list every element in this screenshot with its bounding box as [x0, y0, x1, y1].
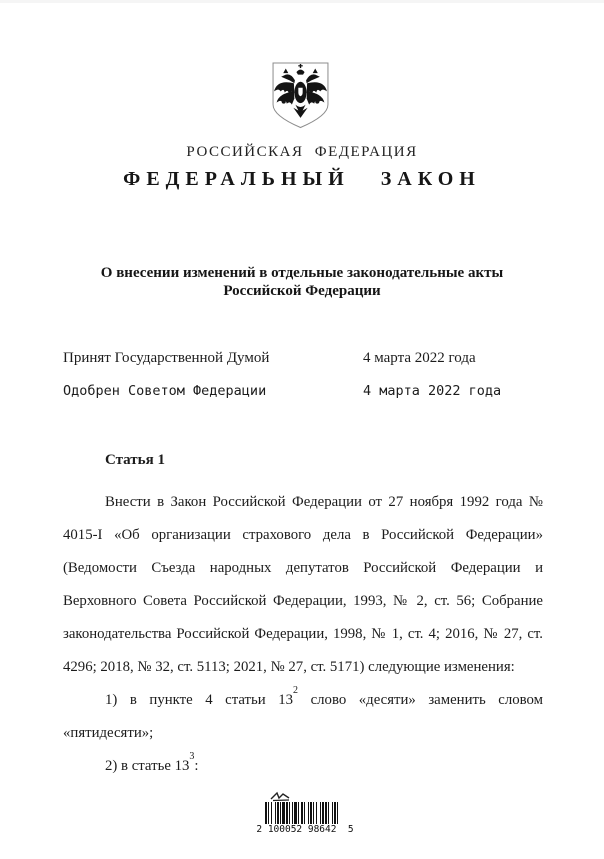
- superscript-3: 3: [189, 751, 195, 763]
- adoption-date-duma: 4 марта 2022 года: [363, 350, 476, 366]
- adoption-block: [63, 342, 541, 408]
- list-item-1-text-cont: слово «десяти» заменить словом «пятидесяти»;: [63, 692, 543, 741]
- adoption-date-council: 4 марта 2022 года: [363, 383, 502, 399]
- stamp-mark-icon: [269, 791, 293, 802]
- list-item-1: [63, 684, 543, 750]
- barcode-number: 2 100052 98642 5: [256, 824, 354, 835]
- adoption-label-duma: Принят Государственной Думой: [63, 350, 270, 366]
- law-title-line1: О внесении изменений в отдельные законодательные акты: [100, 265, 504, 281]
- list-item-2-text: 2) в статье 13: [105, 758, 190, 774]
- adoption-row-duma: [63, 342, 541, 375]
- article-heading: Статья 1: [105, 452, 165, 468]
- list-item-1-text: 1) в пункте 4 статьи 13: [105, 692, 294, 708]
- document-type-heading: ФЕДЕРАЛЬНЫЙ ЗАКОН: [123, 168, 481, 190]
- law-title-line2: Российской Федерации: [223, 283, 381, 299]
- list-item-2-text-cont: :: [194, 758, 199, 774]
- list-item-2: [63, 750, 543, 783]
- barcode-bars: [265, 802, 347, 824]
- page-top-edge: [0, 0, 604, 3]
- coat-of-arms-icon: [270, 60, 331, 131]
- barcode: [245, 789, 365, 841]
- paragraph-amendment-intro: Внести в Закон Российской Федерации от 27 ноября 1992 года № 4015-I «Об организации страхового дела в Российской Федерации» (Ведомости Съезда народных депутатов Российской Федерации и Верховного Совета Российской Федерации, 1993, № 2, ст. 56; Собрание законодательства Российской Федерации, 1998, № 1, ст. 4; 2016, № 27, ст. 4296; 2018, № 32, ст. 5113; 2021, № 27, ст. 5171) следующие изменения:: [63, 494, 543, 675]
- country-heading: РОССИЙСКАЯ ФЕДЕРАЦИЯ: [186, 144, 418, 160]
- adoption-label-council: Одобрен Советом Федерации: [63, 383, 267, 399]
- superscript-2: 2: [293, 685, 299, 697]
- law-title: [62, 264, 542, 300]
- adoption-row-council: [63, 375, 541, 408]
